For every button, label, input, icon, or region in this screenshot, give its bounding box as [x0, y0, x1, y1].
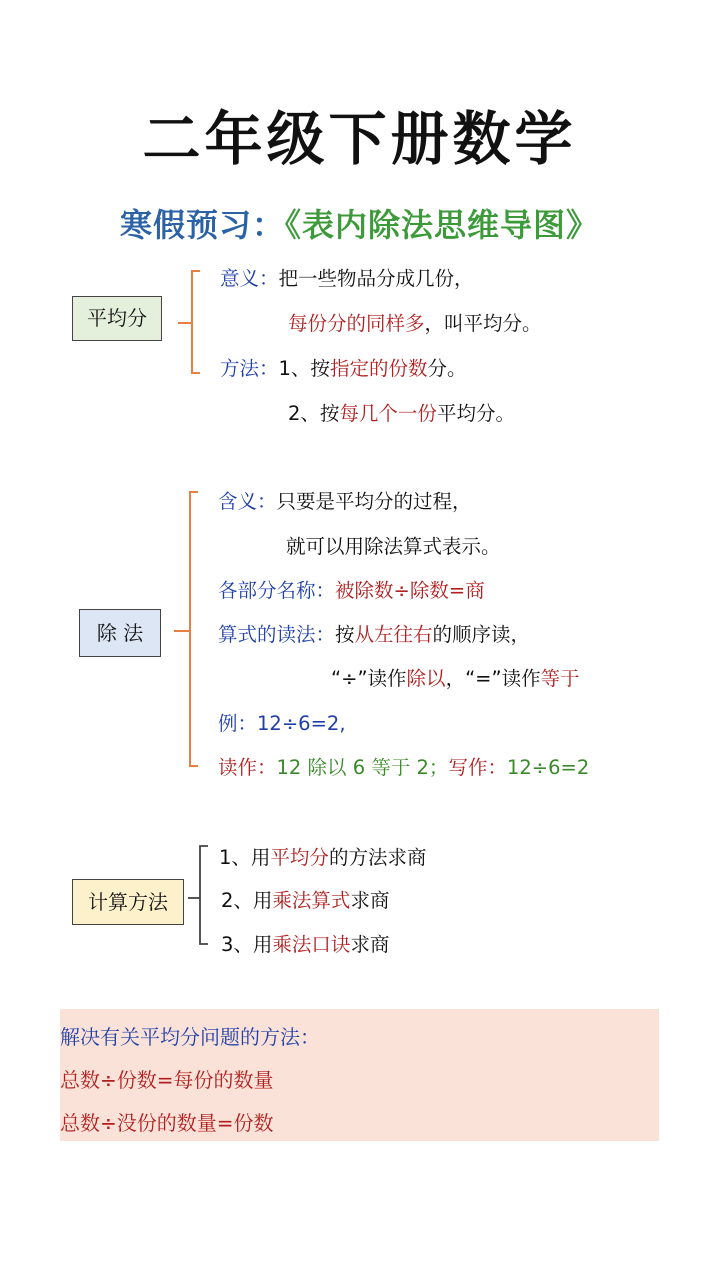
box-jisuan-label: 计算方法 [88, 890, 168, 914]
pjf-meaning-highlight: 每份分的同样多 [288, 312, 425, 335]
cf-read-line [218, 619, 530, 647]
page-subtitle [0, 200, 719, 246]
cf-read-suffix: 的顺序读， [432, 623, 531, 646]
pjf-method2-suffix: 平均分。 [436, 402, 515, 425]
box-chufa-label: 除 法 [96, 621, 144, 645]
cf-read2-sep: ， [445, 667, 466, 690]
note-heading: 解决有关平均分问题的方法： [60, 1025, 320, 1049]
js-item1 [219, 842, 426, 870]
cf-writeas-value: 12÷6=2 [506, 756, 590, 779]
pjf-method1-highlight: 指定的份数 [329, 357, 428, 380]
brace-jisuan [186, 840, 214, 952]
js-item2-highlight: 乘法算式 [272, 889, 351, 912]
pjf-meaning-label: 意义： [220, 267, 279, 290]
cf-meaning-text: 只要是平均分的过程， [276, 490, 472, 513]
pjf-meaning-line [220, 263, 474, 291]
cf-example-line [218, 708, 346, 736]
subtitle-prefix: 寒假预习： [119, 206, 285, 244]
cf-writeas-label: 写作： [448, 756, 507, 779]
js-item2-prefix: 2、用 [221, 889, 273, 912]
brace-chufa [172, 486, 204, 776]
cf-meaning-line2 [286, 531, 501, 559]
pjf-meaning-line2 [288, 308, 542, 336]
pjf-method1-prefix: 1、按 [278, 357, 330, 380]
cf-readas-line [218, 752, 589, 780]
js-item3-prefix: 3、用 [221, 933, 273, 956]
note-formula-2: 总数÷没份的数量=份数 [60, 1111, 274, 1135]
js-item2-suffix: 求商 [350, 889, 390, 912]
pjf-meaning-text: 把一些物品分成几份， [278, 267, 474, 290]
js-item3-highlight: 乘法口诀 [272, 933, 351, 956]
cf-parts-value: 被除数÷除数=商 [335, 579, 485, 602]
pjf-method1-suffix: 分。 [427, 357, 467, 380]
pjf-meaning-tail: ，叫平均分。 [424, 312, 542, 335]
cf-meaning-text2: 就可以用除法算式表示。 [286, 535, 501, 558]
cf-parts-label: 各部分名称： [218, 579, 336, 602]
cf-read-line2 [331, 663, 580, 691]
cf-read-prefix: 按 [335, 623, 355, 646]
box-pingjunfen-label: 平均分 [87, 306, 147, 330]
box-jisuan [72, 879, 184, 925]
cf-read-label: 算式的读法： [218, 623, 336, 646]
pjf-method2-prefix: 2、按 [288, 402, 340, 425]
page-title: 二年级下册数学 [142, 105, 577, 173]
cf-parts-line [218, 575, 485, 603]
js-item1-highlight: 平均分 [270, 846, 329, 869]
cf-read2-h2: 等于 [540, 667, 580, 690]
cf-read-highlight: 从左往右 [354, 623, 433, 646]
note-formula-1: 总数÷份数=每份的数量 [60, 1068, 274, 1092]
cf-read2-q2: “=”读作 [465, 667, 541, 690]
cf-example-value: 12÷6=2, [257, 712, 346, 735]
brace-pingjunfen [176, 265, 206, 380]
cf-read2-h1: 除以 [406, 667, 446, 690]
pjf-method2-line [288, 398, 515, 426]
subtitle-book: 《表内除法思维导图》 [285, 206, 600, 244]
pjf-method-line [220, 353, 466, 381]
js-item3 [221, 929, 389, 957]
cf-example-label: 例： [218, 712, 258, 735]
js-item3-suffix: 求商 [350, 933, 390, 956]
js-item1-prefix: 1、用 [219, 846, 271, 869]
box-chufa [79, 609, 161, 657]
cf-meaning-line [218, 486, 472, 514]
method-note-box [60, 1009, 659, 1141]
pjf-method-label: 方法： [220, 357, 279, 380]
cf-meaning-label: 含义： [218, 490, 277, 513]
cf-read2-q1: “÷”读作 [331, 667, 407, 690]
box-pingjunfen [72, 296, 162, 341]
cf-readas-value: 12 除以 6 等于 2； [276, 756, 449, 779]
js-item1-suffix: 的方法求商 [328, 846, 427, 869]
cf-readas-label: 读作： [218, 756, 277, 779]
pjf-method2-highlight: 每几个一份 [339, 402, 437, 425]
js-item2 [221, 885, 389, 913]
